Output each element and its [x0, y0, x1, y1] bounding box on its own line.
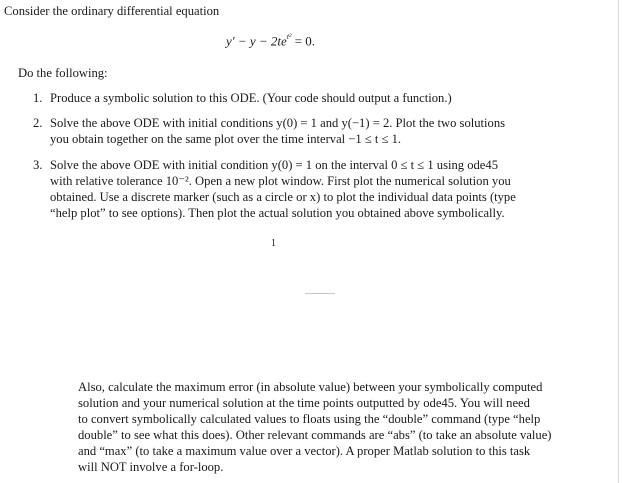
- item-number: 2.: [33, 116, 43, 130]
- paragraph-line: will NOT involve a for-loop.: [78, 460, 224, 474]
- paragraph-line: Also, calculate the maximum error (in absolute value) between your symbolically computed: [78, 380, 543, 394]
- equation-lhs: y′ − y − 2te: [226, 33, 287, 49]
- intro-text: Consider the ordinary differential equation: [4, 4, 220, 18]
- paragraph-line: solution and your numerical solution at the time points outputted by ode45. You will need: [78, 396, 530, 410]
- paragraph-line: and “max” (to take a maximum value over a vector). A proper Matlab solution to this task: [78, 444, 531, 458]
- ode-equation: [226, 30, 315, 49]
- item-line: Solve the above ODE with initial condition y(0) = 1 on the interval 0 ≤ t ≤ 1 using ode45: [50, 158, 498, 172]
- instruction-text: Do the following:: [18, 66, 108, 80]
- equation-exponent: t²: [286, 32, 292, 41]
- page-divider: [305, 293, 335, 294]
- paragraph-line: double” to see what this does). Other relevant commands are “abs” (to take an absolute value): [78, 428, 552, 442]
- item-line: you obtain together on the same plot over the time interval −1 ≤ t ≤ 1.: [50, 132, 402, 146]
- equation-rhs: = 0.: [291, 33, 316, 49]
- item-line: “help plot” to see options). Then plot the actual solution you obtained above symbolically.: [50, 206, 505, 220]
- item-line: Produce a symbolic solution to this ODE. (Your code should output a function.): [50, 91, 452, 105]
- page-number: 1: [271, 238, 276, 249]
- item-line: Solve the above ODE with initial conditions y(0) = 1 and y(−1) = 2. Plot the two solutions: [50, 116, 506, 130]
- item-line: obtained. Use a discrete marker (such as a circle or x) to plot the individual data points (type: [50, 190, 516, 204]
- paragraph-line: to convert symbolically calculated values to floats using the “double” command (type “help: [78, 412, 541, 426]
- item-number: 1.: [33, 91, 43, 105]
- item-line: with relative tolerance 10⁻². Open a new plot window. First plot the numerical solution you: [50, 174, 511, 188]
- page-edge: [618, 0, 619, 483]
- item-number: 3.: [33, 158, 43, 172]
